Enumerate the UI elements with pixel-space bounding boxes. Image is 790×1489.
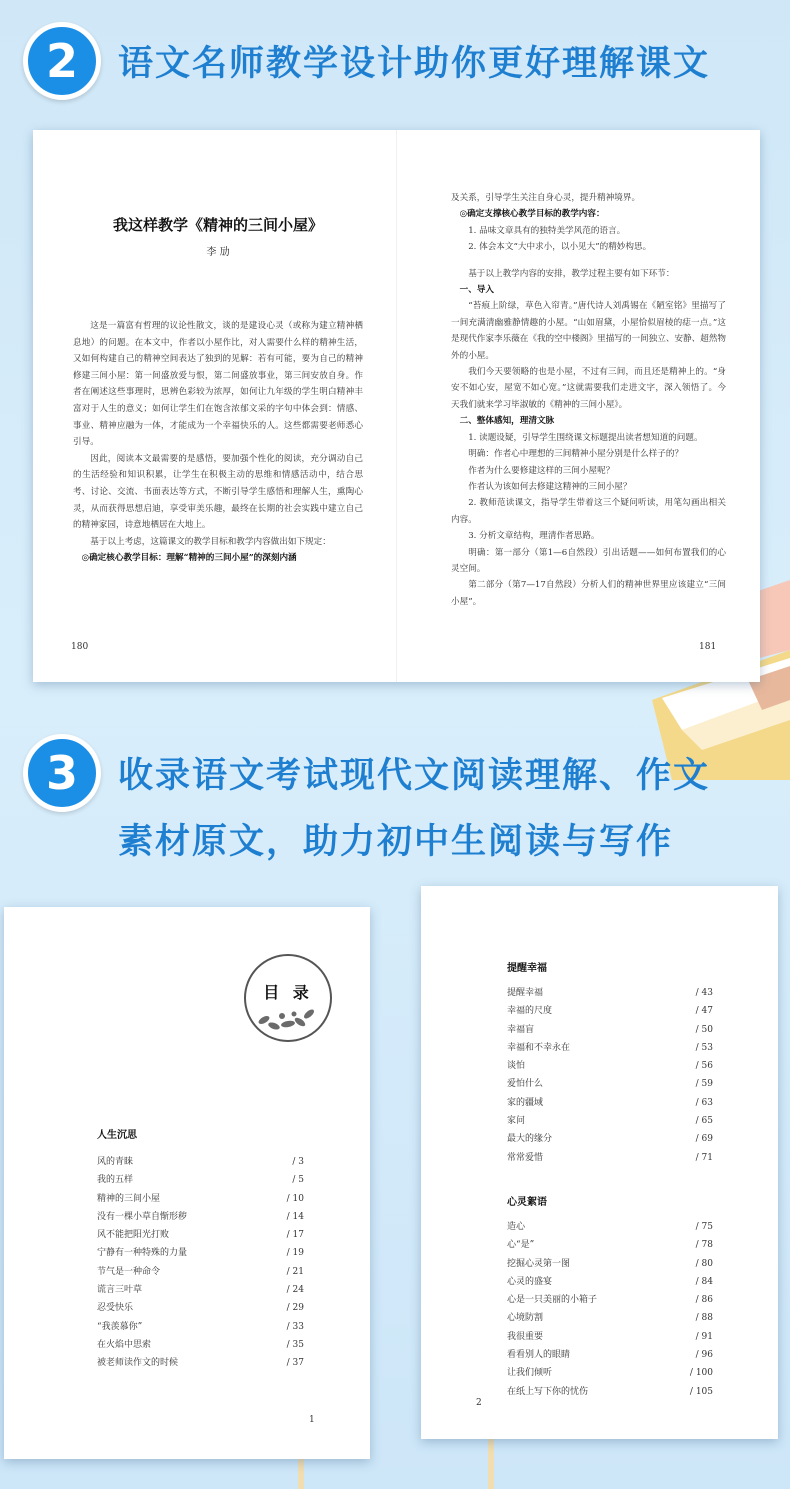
section-subtitle: ◎确定支撑核心教学目标的教学内容： <box>459 209 605 220</box>
page-number-left: 180 <box>71 642 89 652</box>
toc-entry-page: / 3 <box>292 1157 304 1167</box>
toc-entry <box>507 1094 713 1112</box>
toc-entry-page: / 78 <box>695 1240 713 1251</box>
toc-entry <box>97 1281 304 1299</box>
toc-entry-title: 在火焰中思索 <box>97 1339 152 1350</box>
toc-entry-page: / 29 <box>286 1303 304 1314</box>
book-spread <box>33 130 760 682</box>
core-goal-line: ◎确定核心教学目标：理解“精神的三间小屋”的深刻内涵 <box>81 553 297 564</box>
toc-page-right <box>421 886 778 1439</box>
toc-entry <box>97 1244 304 1262</box>
toc-left-list <box>97 1126 304 1373</box>
section-subtitle: 二、整体感知，理清文脉 <box>459 416 555 427</box>
toc-entry-title: 没有一棵小草自惭形秽 <box>97 1211 188 1222</box>
toc-entry <box>97 1153 304 1171</box>
toc-entry-page: / 96 <box>695 1350 713 1361</box>
toc-entry <box>507 1273 713 1291</box>
toc-entry-title: 在纸上写下你的忧伤 <box>507 1386 589 1397</box>
toc-entry-title: 幸福的尺度 <box>507 1006 553 1017</box>
paragraph: 基于以上教学内容的安排，教学过程主要有如下环节： <box>468 268 675 279</box>
left-page <box>73 200 363 567</box>
paragraph: 及关系，引导学生关注自身心灵，提升精神境界。 <box>451 193 641 203</box>
toc-entry <box>507 1149 713 1167</box>
toc-entry-title: 谈怕 <box>507 1061 526 1072</box>
toc-entry-page: / 14 <box>286 1211 304 1222</box>
section-2-badge: 2 <box>23 22 101 100</box>
toc-entry <box>507 1291 713 1309</box>
toc-entry-page: / 59 <box>695 1079 713 1090</box>
section-3-heading-line1: 收录语文考试现代文阅读理解、作文 <box>118 756 711 796</box>
paragraph: 明确：第一部分（第1—6自然段）引出话题——如何布置我们的心灵空间。 <box>451 547 726 574</box>
toc-page-left <box>4 907 370 1459</box>
toc-section-title: 人生沉思 <box>97 1130 137 1141</box>
toc-entry-title: 心是一只美丽的小箱子 <box>507 1295 598 1306</box>
toc-entry-title: 忍受快乐 <box>97 1303 134 1314</box>
paragraph: 作者为什么要修建这样的三间小屋呢？ <box>468 465 615 476</box>
toc-entry <box>507 1075 713 1093</box>
toc-entry <box>507 1328 713 1346</box>
toc-entry-title: 节气是一种命令 <box>97 1266 161 1277</box>
paragraph: 1. 品味文章具有的独特美学风范的语言。 <box>468 225 626 236</box>
toc-entry-page: / 86 <box>695 1295 713 1306</box>
toc-entry <box>507 1255 713 1273</box>
toc-entry-title: 风不能把阳光打败 <box>97 1230 170 1241</box>
paragraph: 1. 读题设疑，引导学生围绕课文标题提出读者想知道的问题。 <box>468 432 703 443</box>
toc-entry-title: 我很重要 <box>507 1331 544 1342</box>
page-number-right: 181 <box>699 642 717 652</box>
toc-entry-page: / 69 <box>695 1134 713 1145</box>
paragraph: “苔痕上阶绿，草色入帘青。”唐代诗人刘禹锡在《陋室铭》里描写了一间充满清幽雅静情趣的小屋。“山如眉黛，小屋恰似眉棱的痣一点。”这是现代作家李乐薇在《我的空中楼阁》里描写的一间独立、安静、超然物外的小屋。 <box>451 301 727 361</box>
toc-entry-title: 我的五样 <box>97 1175 134 1186</box>
paragraph: 第二部分（第7—17自然段）分析人们的精神世界里应该建立“三间小屋”。 <box>451 580 726 607</box>
toc-entry-page: / 105 <box>689 1386 713 1397</box>
section-3-heading-line2: 素材原文，助力初中生阅读与写作 <box>118 822 674 862</box>
right-page <box>451 190 726 610</box>
paragraph: 2. 体会本文“大中求小，以小见大”的精妙构思。 <box>468 242 652 253</box>
toc-entry-title: 常常爱惜 <box>507 1152 544 1163</box>
toc-entry-title: 看看别人的眼睛 <box>507 1350 571 1361</box>
toc-entry-title: 幸福和不幸永在 <box>507 1042 571 1053</box>
toc-entry-page: / 43 <box>695 988 713 998</box>
toc-entry <box>97 1263 304 1281</box>
toc-entry-title: 家的疆域 <box>507 1097 544 1108</box>
toc-entry <box>97 1354 304 1372</box>
toc-entry-page: / 75 <box>695 1221 713 1232</box>
toc-entry-title: 幸福盲 <box>507 1024 535 1035</box>
toc-title-frame <box>244 954 332 1042</box>
toc-entry-title: 宁静有一种特殊的力量 <box>97 1248 188 1259</box>
toc-entry-title: 家问 <box>507 1116 526 1127</box>
toc-entry-title: 心灵的盛宴 <box>507 1276 553 1287</box>
toc-entry-page: / 47 <box>695 1006 713 1017</box>
paragraph: 因此，阅读本文最需要的是感悟，要加强个性化的阅读，充分调动自己的生活经验和知识积累，让学生在积极主动的思维和情感活动中，结合思考、讨论、交流、书面表达等方式，不断引导学生感悟和理解人生，熏陶心灵，从而获得思想启迪，享受审美乐趣，最终在长期的社会实践中建立自己的精神家园，诗意地栖居在大地上。 <box>73 453 363 531</box>
toc-entry <box>507 1039 713 1057</box>
toc-entry-page: / 53 <box>695 1042 713 1053</box>
toc-entry-page: / 71 <box>695 1152 713 1163</box>
toc-entry <box>507 1309 713 1327</box>
article-author: 李 劢 <box>206 247 230 258</box>
toc-entry <box>507 1057 713 1075</box>
toc-entry <box>507 1364 713 1382</box>
paragraph: 作者认为该如何去修建这精神的三间小屋？ <box>468 481 632 492</box>
toc-entry-title: 提醒幸福 <box>507 988 544 998</box>
toc-entry <box>97 1190 304 1208</box>
toc-entry <box>507 1346 713 1364</box>
toc-page-number-left: 1 <box>309 1415 315 1425</box>
toc-entry-title: 爱怕什么 <box>507 1079 544 1090</box>
section-3-badge: 3 <box>23 734 101 812</box>
toc-entry-page: / 21 <box>286 1266 304 1277</box>
toc-entry-title: “我羡慕你” <box>97 1321 143 1332</box>
toc-entry-title: 最大的缘分 <box>507 1134 553 1145</box>
toc-entry-page: / 80 <box>695 1258 713 1269</box>
toc-entry <box>507 1383 713 1401</box>
toc-section-title: 提醒幸福 <box>507 963 547 974</box>
toc-entry-page: / 65 <box>695 1116 713 1127</box>
spread-fold <box>396 130 397 682</box>
toc-page-number-right: 2 <box>476 1398 482 1408</box>
toc-entry-page: / 63 <box>695 1097 713 1108</box>
toc-entry <box>507 1236 713 1254</box>
toc-entry-page: / 24 <box>286 1285 304 1296</box>
paragraph: 明确：作者心中理想的三间精神小屋分别是什么样子的？ <box>468 449 684 460</box>
toc-entry-title: 造心 <box>507 1221 526 1232</box>
toc-section-title: 心灵絮语 <box>507 1196 547 1208</box>
toc-entry-page: / 5 <box>292 1175 304 1186</box>
toc-entry-page: / 100 <box>689 1368 713 1379</box>
toc-entry-page: / 56 <box>695 1061 713 1072</box>
paragraph: 2. 教师范读课文，指导学生带着这三个疑问听读，用笔勾画出相关内容。 <box>451 498 726 525</box>
toc-entry-title: 被老师读作文的时候 <box>97 1358 179 1369</box>
toc-entry-page: / 17 <box>286 1230 304 1241</box>
toc-entry-page: / 84 <box>695 1276 713 1287</box>
toc-entry-title: 心“是” <box>507 1240 535 1251</box>
toc-entry-page: / 88 <box>695 1313 713 1324</box>
toc-entry <box>507 1021 713 1039</box>
toc-entry-title: 心境防割 <box>507 1313 544 1324</box>
paragraph: 基于以上考虑，这篇课文的教学目标和教学内容做出如下规定： <box>90 536 331 547</box>
toc-entry-title: 谎言三叶草 <box>97 1285 143 1296</box>
section-subtitle: 一、导入 <box>459 285 494 296</box>
toc-entry-title: 精神的三间小屋 <box>97 1193 161 1204</box>
toc-entry-page: / 91 <box>695 1331 713 1342</box>
paragraph: 我们今天要领略的也是小屋，不过有三间，而且还是精神上的。“身安不如心安，屋宽不如心宽。”这就需要我们走进文字，深入领悟了。今天我们就来学习毕淑敏的《精神的三间小屋》。 <box>451 367 726 410</box>
toc-entry-page: / 50 <box>695 1024 713 1035</box>
toc-entry <box>507 1112 713 1130</box>
toc-entry-page: / 37 <box>286 1358 304 1369</box>
toc-entry <box>97 1226 304 1244</box>
toc-entry-title: 风的青睐 <box>97 1157 134 1167</box>
toc-entry <box>97 1208 304 1226</box>
toc-entry <box>97 1318 304 1336</box>
toc-entry <box>97 1299 304 1317</box>
toc-entry <box>507 1130 713 1148</box>
toc-entry <box>97 1171 304 1189</box>
toc-right-list <box>507 959 713 1401</box>
toc-entry <box>97 1336 304 1354</box>
toc-title: 目 录 <box>263 983 313 1002</box>
paragraph: 这是一篇富有哲理的议论性散文，谈的是建设心灵（或称为建立精神栖息地）的问题。在本文中，作者以小屋作比，对人需要什么样的精神生活，又如何构建自己的精神空间表达了独到的见解：若有可能，要为自己的精神修建三间小屋：第一间盛放爱与恨，第二间盛放事业，第三间安放自身。作者在阐述这些事理时，思辨色彩较为浓厚，如何让九年级的学生明白精神丰富对于人生的意义；如何让学生们在饱含浓郁文采的字句中体会到：情感、事业、精神应融为一体，才能成为一个幸福快乐的人。这些都需要老师悉心引导。 <box>73 321 363 448</box>
section-2-heading: 语文名师教学设计助你更好理解课文 <box>118 44 711 84</box>
toc-entry <box>507 1218 713 1236</box>
toc-entry-page: / 35 <box>286 1339 304 1350</box>
toc-entry <box>507 984 713 1002</box>
toc-entry-title: 让我们倾听 <box>507 1368 553 1379</box>
toc-entry <box>507 1002 713 1020</box>
paragraph: 3. 分析文章结构，理清作者思路。 <box>468 531 600 542</box>
paragraph <box>451 256 726 266</box>
toc-entry-page: / 33 <box>286 1321 304 1332</box>
toc-entry-title: 挖掘心灵第一图 <box>507 1258 571 1269</box>
toc-entry-page: / 10 <box>286 1193 304 1204</box>
article-title: 我这样教学《精神的三间小屋》 <box>112 216 323 234</box>
toc-entry-page: / 19 <box>286 1248 304 1259</box>
